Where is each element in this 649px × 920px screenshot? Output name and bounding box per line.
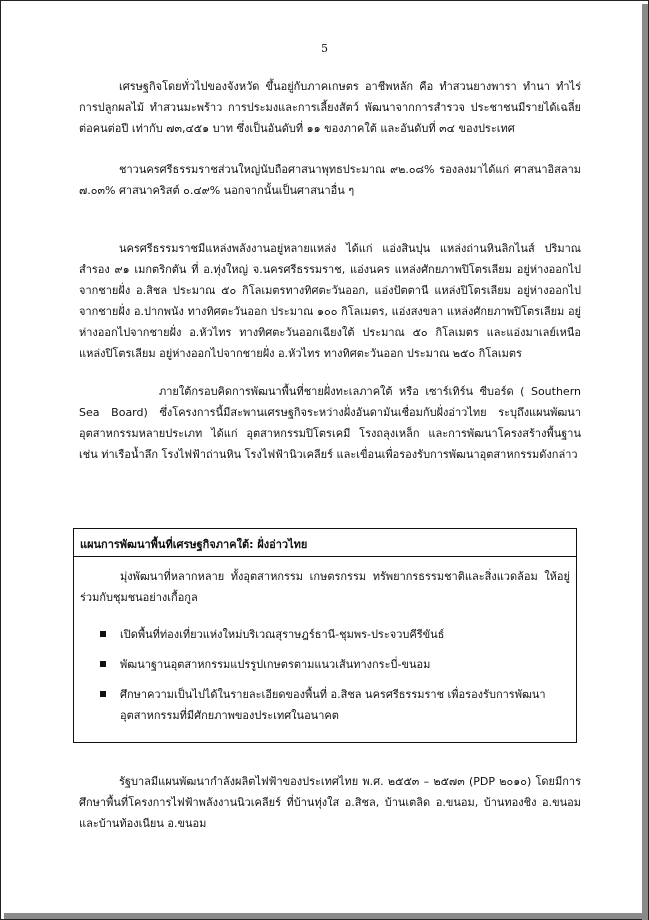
page-number: 5 (321, 42, 328, 55)
paragraph-economy (79, 76, 581, 139)
paragraph-power-development-plan (79, 771, 581, 834)
square-bullet-icon (100, 661, 106, 667)
square-bullet-icon (100, 691, 106, 697)
plan-bullet-item (120, 684, 568, 726)
paragraph-economy-text: เศรษฐกิจโดยทั่วไปของจังหวัด ขึ้นอยู่กับภาคเกษตร อาชีพหลัก คือ ทำสวนยางพารา ทำนา ทำไร่ การปลูกผลไม้ ทำสวนมะพร้าว การประมงและการเลี้ยงสัตว์ พัฒนาจากการสำรวจ ประชาชนมีรายได้เฉลี่ยต่อคนต่อปี เท่ากับ ๗๓,๔๕๑ บาท ซึ่งเป็นอันดับที่ ๑๑ ของภาคใต้ และอันดับที่ ๓๔ ของประเทศ (79, 80, 581, 135)
page-shadow-bottom (4, 913, 648, 919)
plan-box-title: แผนการพัฒนาพื้นที่เศรษฐกิจภาคใต้: ฝั่งอ่าวไทย (80, 538, 308, 551)
paragraph-religion-text: ชาวนครศรีธรรมราชส่วนใหญ่นับถือศาสนาพุทธประมาณ ๙๒.๐๘% รองลงมาได้แก่ ศาสนาอิสลาม ๗.๐๓% ศาสนาคริสต์ ๐.๔๙% นอกจากนั้นเป็นศาสนาอื่น ๆ (79, 163, 581, 197)
plan-bullet-text: ศึกษาความเป็นไปได้ในรายละเอียดของพื้นที่ อ.สิชล นครศรีธรรมราช เพื่อรองรับการพัฒนาอุตสาหกรรมที่มีศักยภาพของประเทศในอนาคต (120, 688, 546, 722)
plan-bullet-text: เปิดพื้นที่ท่องเที่ยวแห่งใหม่บริเวณสุราษฎร์ธานี-ชุมพร-ประจวบคีรีขันธ์ (120, 628, 445, 641)
plan-bullet-item (120, 624, 568, 645)
plan-bullet-text: พัฒนาฐานอุตสาหกรรมแปรรูปเกษตรตามแนวเส้นทางกระบี่-ขนอม (120, 658, 431, 671)
paragraph-southern-seaboard (79, 381, 581, 465)
development-plan-box (73, 528, 577, 743)
paragraph-southern-seaboard-text: ภายใต้กรอบคิดการพัฒนาพื้นที่ชายฝั่งทะเลภาคใต้ หรือ เซาร์เทิร์น ซีบอร์ด ( Southern Sea Board) ซึ่งโครงการนี้มีสะพานเศรษฐกิจระหว่างฝั่งอันดามันเชื่อมกับฝั่งอ่าวไทย ระบุถึงแผนพัฒนาอุตสาหกรรมหลายประเภท ได้แก่ อุตสาหกรรมปิโตรเคมี โรงถลุงเหล็ก และการพัฒนาโครงสร้างพื้นฐาน เช่น ท่าเรือน้ำลึก โรงไฟฟ้าถ่านหิน โรงไฟฟ้านิวเคลียร์ และเขื่อนเพื่อรองรับการพัฒนาอุตสาหกรรมดังกล่าว (79, 385, 581, 461)
plan-box-intro-text: มุ่งพัฒนาที่หลากหลาย ทั้งอุตสาหกรรม เกษตรกรรม ทรัพยากรธรรมชาติและสิ่งแวดล้อม ให้อยู่ร่วมกับชุมชนอย่างเกื้อกูล (80, 570, 570, 604)
page-shadow-right (642, 4, 648, 920)
plan-box-intro (80, 566, 570, 608)
paragraph-energy-sources-text: นครศรีธรรมราชมีแหล่งพลังงานอยู่หลายแหล่ง ได้แก่ แอ่งสินปุน แหล่งถ่านหินลิกไนส์ ปริมาณสำรอง ๙๑ เมกตริกตัน ที่ อ.ทุ่งใหญ่ จ.นครศรีธรรมราช, แอ่งนคร แหล่งศักยภาพปิโตรเลียม อยู่ห่างออกไปจากชายฝั่ง อ.สิชล ประมาณ ๕๐ กิโลเมตรทางทิศตะวันออก, แอ่งปัตตานี แหล่งปิโตรเลียม อยู่ห่างออกไปจากชายฝั่ง อ.ปากพนัง ทางทิศตะวันออก ประมาณ ๑๐๐ กิโลเมตร, แอ่งสงขลา แหล่งศักยภาพปิโตรเลียม อยู่ห่างออกไปจากชายฝั่ง อ.หัวไทร ทางทิศตะวันออกเฉียงใต้ ประมาณ ๕๐ กิโลเมตร และแอ่งมาเลย์เหนือ แหล่งปิโตรเลียม อยู่ห่างออกไปจากชายฝั่ง อ.หัวไทร ทางทิศตะวันออก ประมาณ ๒๕๐ กิโลเมตร (79, 242, 581, 360)
paragraph-energy-sources (79, 238, 581, 364)
square-bullet-icon (100, 631, 106, 637)
paragraph-power-development-plan-text: รัฐบาลมีแผนพัฒนากำลังผลิตไฟฟ้าของประเทศไทย พ.ศ. ๒๕๕๓ – ๒๕๗๓ (PDP ๒๐๑๐) โดยมีการศึกษาพื้นที่โครงการไฟฟ้าพลังงานนิวเคลียร์ ที่บ้านทุ่งใส อ.สิชล, บ้านเตลิด อ.ขนอม, บ้านทองชิง อ.ขนอม และบ้านท้องเนียน อ.ขนอม (79, 775, 581, 830)
plan-box-divider (74, 556, 576, 557)
paragraph-religion (79, 159, 581, 201)
plan-bullet-item (120, 654, 568, 675)
